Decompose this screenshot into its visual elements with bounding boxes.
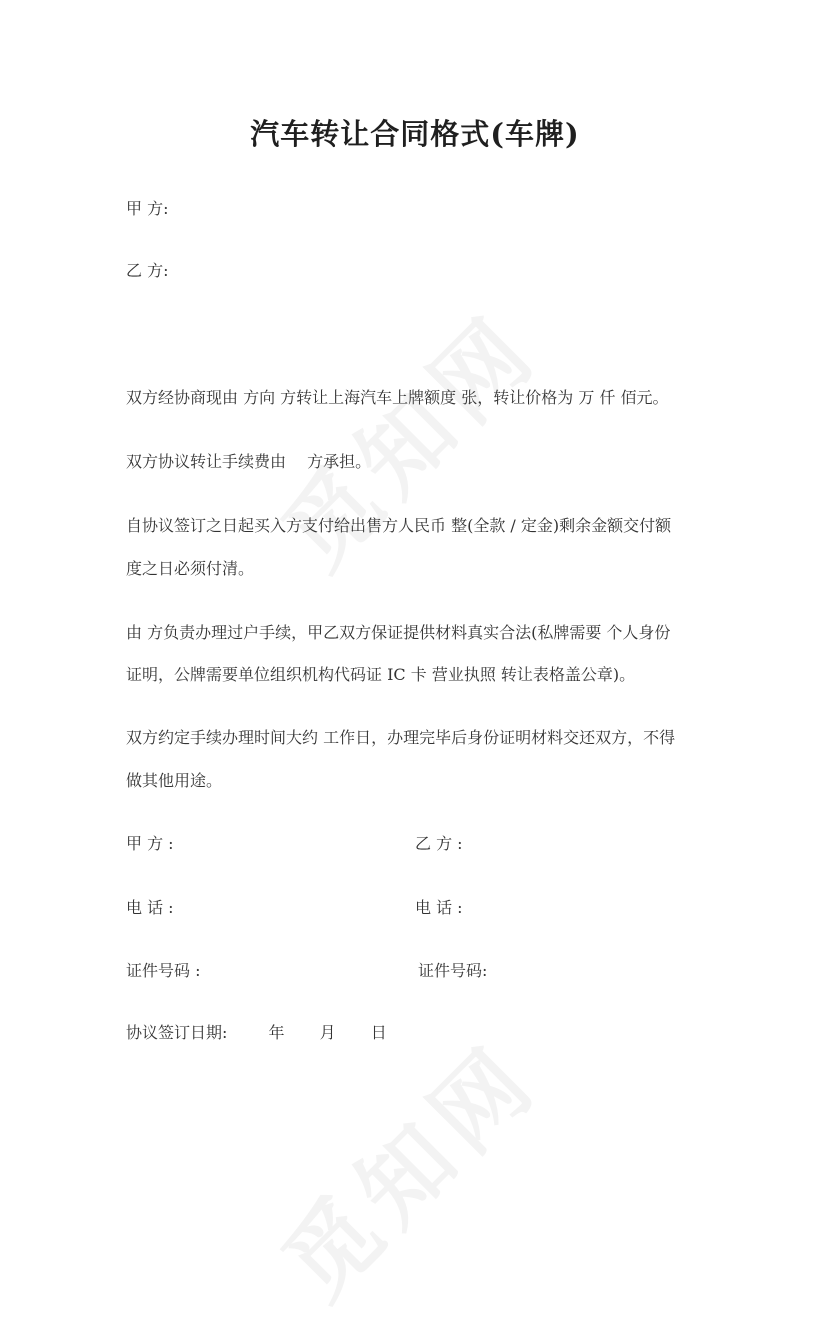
watermark-bottom	[249, 1009, 563, 1323]
agreement-date	[126, 1022, 387, 1044]
clause-timeline-line1: 双方约定手续办理时间大约 工作日，办理完毕后身份证明材料交还双方，不得	[126, 728, 676, 747]
document-title: 汽车转让合同格式(车牌)	[250, 117, 580, 151]
clause-fee: 双方协议转让手续费由 方承担。	[126, 452, 372, 471]
clause-procedure-line1: 由 方负责办理过户手续，甲乙双方保证提供材料真实合法(私牌需要 个人身份	[126, 623, 671, 642]
clause-transfer: 双方经协商现由 方向 方转让上海汽车上牌额度 张，转让价格为 万 仟 佰元。	[126, 388, 669, 407]
clause-payment-line1: 自协议签订之日起买入方支付给出售方人民币 整(全款 / 定金)剩余金额交付额	[126, 516, 672, 535]
phone-party-a: 电 话 :	[126, 898, 174, 917]
date-month: 月	[319, 1023, 336, 1042]
signature-party-b: 乙 方 :	[415, 834, 463, 853]
date-day: 日	[370, 1023, 387, 1042]
clause-payment-line2: 度之日必须付清。	[126, 559, 255, 578]
id-number-party-a: 证件号码 :	[126, 961, 201, 980]
signature-party-a: 甲 方 :	[126, 834, 174, 853]
clause-procedure-line2: 证明，公牌需要单位组织机构代码证 IC 卡 营业执照 转让表格盖公章)。	[126, 665, 636, 684]
id-number-party-b: 证件号码:	[418, 961, 488, 980]
phone-party-b: 电 话 :	[415, 898, 463, 917]
date-label: 协议签订日期:	[126, 1023, 228, 1042]
date-year: 年	[268, 1023, 285, 1042]
clause-timeline-line2: 做其他用途。	[126, 771, 223, 790]
party-a-header: 甲 方:	[126, 199, 169, 218]
watermark-center	[249, 279, 563, 593]
party-b-header: 乙 方:	[126, 261, 169, 280]
